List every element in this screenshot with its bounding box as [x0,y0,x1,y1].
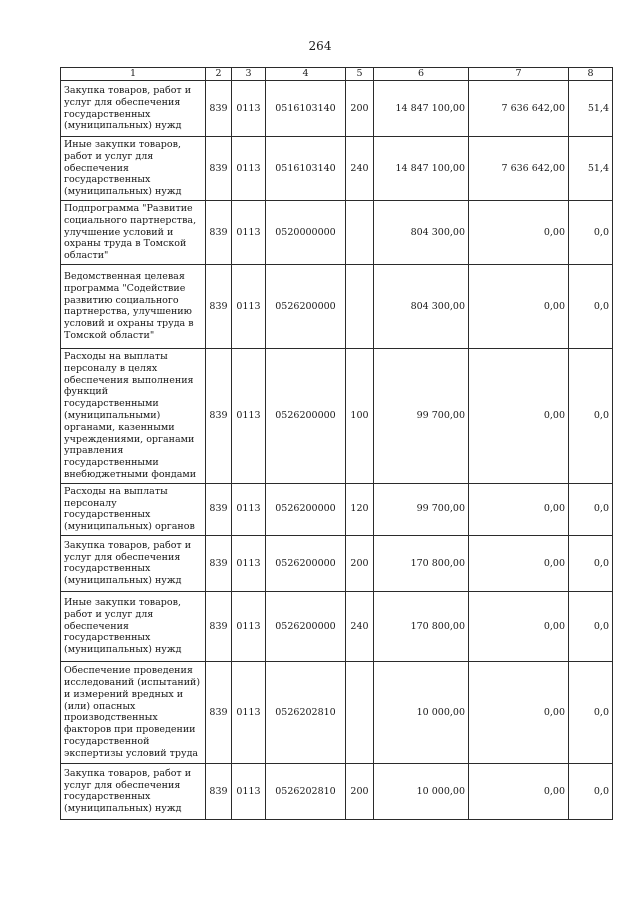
row-fact: 0,00 [469,201,569,265]
row-grbs: 839 [206,591,232,661]
table-row [61,661,613,763]
row-grbs: 839 [206,535,232,591]
row-plan: 14 847 100,00 [374,81,469,137]
row-description: Иные закупки товаров, работ и услуг для обеспечения государственных (муниципальных) нужд [61,591,206,661]
header-cell: 8 [569,68,613,81]
header-cell: 3 [232,68,266,81]
header-cell: 7 [469,68,569,81]
row-target-code: 0526200000 [266,348,346,483]
row-fact: 0,00 [469,348,569,483]
row-section: 0113 [232,81,266,137]
row-grbs: 839 [206,137,232,201]
row-target-code: 0516103140 [266,137,346,201]
table-row [61,535,613,591]
row-grbs: 839 [206,201,232,265]
row-plan: 170 800,00 [374,535,469,591]
row-target-code: 0526200000 [266,264,346,348]
row-expense-type: 200 [346,535,374,591]
row-description: Иные закупки товаров, работ и услуг для обеспечения государственных (муниципальных) нужд [61,137,206,201]
header-cell: 5 [346,68,374,81]
header-cell: 4 [266,68,346,81]
row-target-code: 0526202810 [266,661,346,763]
row-expense-type: 100 [346,348,374,483]
row-percent: 0,0 [569,348,613,483]
row-expense-type: 240 [346,591,374,661]
row-percent: 0,0 [569,661,613,763]
table-row [61,264,613,348]
row-section: 0113 [232,137,266,201]
table-row [61,137,613,201]
row-percent: 0,0 [569,264,613,348]
row-section: 0113 [232,264,266,348]
row-target-code: 0526200000 [266,483,346,535]
row-fact: 0,00 [469,483,569,535]
row-expense-type [346,661,374,763]
row-fact: 0,00 [469,763,569,819]
row-expense-type: 200 [346,763,374,819]
row-percent: 0,0 [569,763,613,819]
row-grbs: 839 [206,81,232,137]
row-expense-type: 200 [346,81,374,137]
row-plan: 99 700,00 [374,348,469,483]
row-expense-type: 240 [346,137,374,201]
table-row [61,81,613,137]
row-plan: 10 000,00 [374,763,469,819]
row-plan: 99 700,00 [374,483,469,535]
row-section: 0113 [232,535,266,591]
row-expense-type [346,201,374,265]
row-fact: 0,00 [469,535,569,591]
header-cell: 2 [206,68,232,81]
row-target-code: 0520000000 [266,201,346,265]
row-section: 0113 [232,483,266,535]
row-grbs: 839 [206,661,232,763]
row-fact: 0,00 [469,591,569,661]
row-fact: 0,00 [469,661,569,763]
row-grbs: 839 [206,348,232,483]
row-percent: 0,0 [569,535,613,591]
row-target-code: 0516103140 [266,81,346,137]
row-description: Закупка товаров, работ и услуг для обеспечения государственных (муниципальных) нужд [61,763,206,819]
table-row [61,763,613,819]
row-expense-type: 120 [346,483,374,535]
row-section: 0113 [232,348,266,483]
row-plan: 170 800,00 [374,591,469,661]
header-row [61,68,613,81]
row-percent: 51,4 [569,81,613,137]
row-plan: 10 000,00 [374,661,469,763]
row-description: Закупка товаров, работ и услуг для обеспечения государственных (муниципальных) нужд [61,535,206,591]
table-row [61,348,613,483]
page-number: 264 [308,39,332,53]
row-section: 0113 [232,591,266,661]
row-plan: 14 847 100,00 [374,137,469,201]
header-cell: 1 [61,68,206,81]
row-description: Обеспечение проведения исследований (испытаний) и измерений вредных и (или) опасных производственных факторов при проведении государственной экспертизы условий труда [61,661,206,763]
row-section: 0113 [232,201,266,265]
table-row [61,483,613,535]
header-cell: 6 [374,68,469,81]
row-description: Подпрограмма "Развитие социального партнерства, улучшение условий и охраны труда в Томской области" [61,201,206,265]
row-section: 0113 [232,661,266,763]
row-section: 0113 [232,763,266,819]
row-fact: 7 636 642,00 [469,81,569,137]
row-fact: 7 636 642,00 [469,137,569,201]
row-percent: 51,4 [569,137,613,201]
row-target-code: 0526202810 [266,763,346,819]
row-percent: 0,0 [569,201,613,265]
row-expense-type [346,264,374,348]
row-grbs: 839 [206,763,232,819]
row-grbs: 839 [206,483,232,535]
row-description: Ведомственная целевая программа "Содействие развитию социального партнерства, улучшению условий и охраны труда в Томской области" [61,264,206,348]
row-target-code: 0526200000 [266,535,346,591]
table-row [61,201,613,265]
row-plan: 804 300,00 [374,201,469,265]
table-row [61,591,613,661]
row-grbs: 839 [206,264,232,348]
row-target-code: 0526200000 [266,591,346,661]
row-description: Расходы на выплаты персоналу государственных (муниципальных) органов [61,483,206,535]
row-percent: 0,0 [569,591,613,661]
row-fact: 0,00 [469,264,569,348]
row-percent: 0,0 [569,483,613,535]
row-plan: 804 300,00 [374,264,469,348]
budget-table [60,67,613,820]
row-description: Закупка товаров, работ и услуг для обеспечения государственных (муниципальных) нужд [61,81,206,137]
row-description: Расходы на выплаты персоналу в целях обеспечения выполнения функций государственными (муниципальными) органами, казенными учреждениями, органами управления государственными внебюджетными фондами [61,348,206,483]
